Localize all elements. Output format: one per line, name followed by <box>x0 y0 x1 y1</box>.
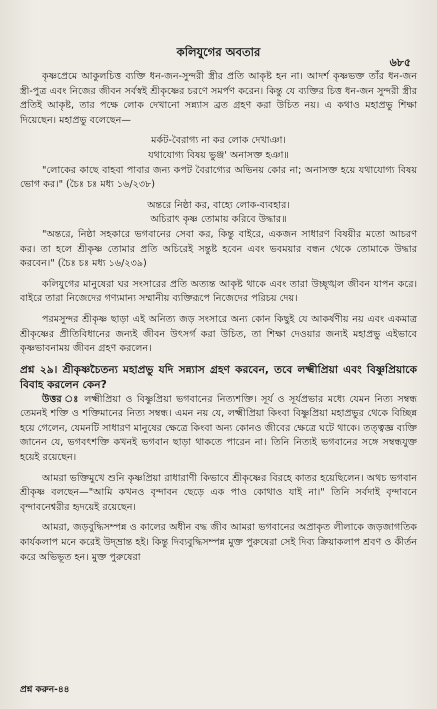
answer-text: লক্ষ্মীপ্রিয়া ও বিষ্ণুপ্রিয়া ভগবানের নিত্যশক্তি। সূর্য ও সূর্যপ্রভার মধ্যে যেমন নিত্য সম্বন্ধ তেমনই শক্তি ও শক্তিমানের নিত্য সম্বন্ধ। এমন নয় যে, লক্ষ্মীপ্রিয়া কিংবা বিষ্ণুপ্রিয়া মহাপ্রভুর থেকে বিচ্ছিন্ন হয়ে গেলেন, যেমনটি সাধারণ মানুষের ক্ষেত্রে কিংবা অন্য কোনও জীবের ক্ষেত্রে ঘটে থাকে। তত্ত্বজ্ঞ ব্যক্তি জানেন যে, ভগবৎশক্তি কখনই ভগবান ছাড়া থাকতে পারেন না। তিনি নিত্যই ভগবানের সঙ্গে সম্বন্ধযুক্ত হয়েই রয়েছেন। <box>20 393 417 464</box>
question-text: শ্রীকৃষ্ণচৈতন্য মহাপ্রভু যদি সন্ন্যাস গ্রহণ করবেন, তবে লক্ষ্মীপ্রিয়া এবং বিষ্ণুপ্রিয়াকে বিবাহ করলেন কেন? <box>20 363 417 391</box>
verse-translation: "লোকের কাছে বাহবা পাবার জন্য কপট বৈরাগ্যের অভিনয় কোর না; অনাসক্ত হয়ে যথাযোগ্য বিষয় ভোগ কর।" (চৈঃ চঃ মধ্য ১৬/২৩৮) <box>20 164 417 191</box>
paragraph: কৃষ্ণপ্রেমে আকুলচিত্ত ব্যক্তি ধন-জন-সুন্দরী স্ত্রীর প্রতি আকৃষ্ট হন না। আদর্শ কৃষ্ণভক্ত তাঁর ধন-জন স্ত্রী-পুত্র এবং নিজের জীবন সর্বস্বই শ্রীকৃষ্ণের চরণে সমর্পণ করেন। কিন্তু যে ব্যক্তির চিত্ত ধন-জন সুন্দরী স্ত্রীর প্রতিই আকৃষ্ট, তার পক্ষে লোক দেখানো সন্ন্যাস ব্রত গ্রহণ করা উচিত নয়। এ কথাও মহাপ্রভু শিক্ষা দিয়েছেন। মহাপ্রভু বলেছেন— <box>20 71 417 126</box>
paragraph: আমরা ভক্তিমুখে শুনি কৃষ্ণপ্রিয়া রাধারাণী কিভাবে শ্রীকৃষ্ণের বিরহে কাতর হয়েছিলেন। অথচ ভগবান শ্রীকৃষ্ণ বলছেন—"আমি কখনও বৃন্দাবন ছেড়ে এক পাও কোথাও যাই না।" তিনি সর্বদাই বৃন্দাবনে বৃন্দাবনেশ্বরীর হৃদয়েই রয়েছেন। <box>20 472 417 513</box>
paragraph: পরমসুন্দর শ্রীকৃষ্ণ ছাড়া এই অনিত্য জড় সংসারে অন্য কোন কিছুই যে আকর্ষণীয় নয় এবং একমাত্র শ্রীকৃষ্ণের প্রীতিবিধানের জন্যই জীবন উৎসর্গ করা উচিত, তা শিক্ষা দেওয়ার জন্যই মহাপ্রভু এইভাবে কৃষ্ণভাবনাময় জীবন গ্রহণ করলেন। <box>20 313 417 355</box>
verse-line: অচিরাৎ কৃষ্ণ তোমায় করিবে উদ্ধার॥ <box>150 214 287 226</box>
verse-translation: "অন্তরে, নিষ্ঠা সহকারে ভগবানের সেবা কর, কিন্তু বাইরে, একজন সাধারণ বিষয়ীর মতো আচরণ কর। তা হলে শ্রীকৃষ্ণ তোমার প্রতি অচিরেই সন্তুষ্ট হবেন এবং ভবময়ার বন্ধন থেকে তোমাকে উদ্ধার করবেন।" (চৈঃ চঃ মধ্য ১৬/২৩৯) <box>20 228 417 270</box>
paragraph: আমরা, জড়বুদ্ধিসম্পন্ন ও কালের অধীন বদ্ধ জীব আমরা ভগবানের অপ্রাকৃত লীলাকে জড়জাগতিক কার্যকলাপ মনে করেই উদ্‌ভ্রান্ত হই। কিন্তু দিব্যবুদ্ধিসম্পন্ন মুক্ত পুরুষেরা সেই দিব্য ক্রিয়াকলাপ শ্রবণ ও কীর্তন করে অভিভূত হন। মুক্ত পুরুষেরা <box>20 522 417 563</box>
running-title: কলিযুগের অবতার <box>176 45 261 59</box>
question <box>20 363 417 393</box>
footer-signature: প্রশ্ন করুন-৪৪ <box>20 685 70 695</box>
page-number: ৬৮৫ <box>389 56 411 69</box>
answer-label: উত্তর ঃ <box>42 393 80 405</box>
page-body <box>20 70 417 565</box>
answer <box>20 393 417 466</box>
verse-line: অন্তরে নিষ্ঠা কর, বাহ্যে লোক-ব্যবহার। <box>147 199 290 211</box>
paragraph: কলিযুগের মানুষেরা ঘর সংসারের প্রতি অত্যন্ত আকৃষ্ট থাকে এবং তারা উচ্ছৃঙ্খল জীবন যাপন করে। বাইরে তারা নিজেদের গণ্যমান্য সম্মানীয় ব্যক্তিরূপে নিজেদের পরিচয় দেয়। <box>20 278 417 305</box>
question-label: প্রশ্ন ২৯। <box>20 363 58 376</box>
verse-line: মর্কট-বৈরাগ্য না কর লোক দেখাঞা। <box>151 135 286 147</box>
verse-line: যথাযোগ্য বিষয় ভুঞ্জ' অনাসক্ত হঞা॥ <box>148 149 289 161</box>
